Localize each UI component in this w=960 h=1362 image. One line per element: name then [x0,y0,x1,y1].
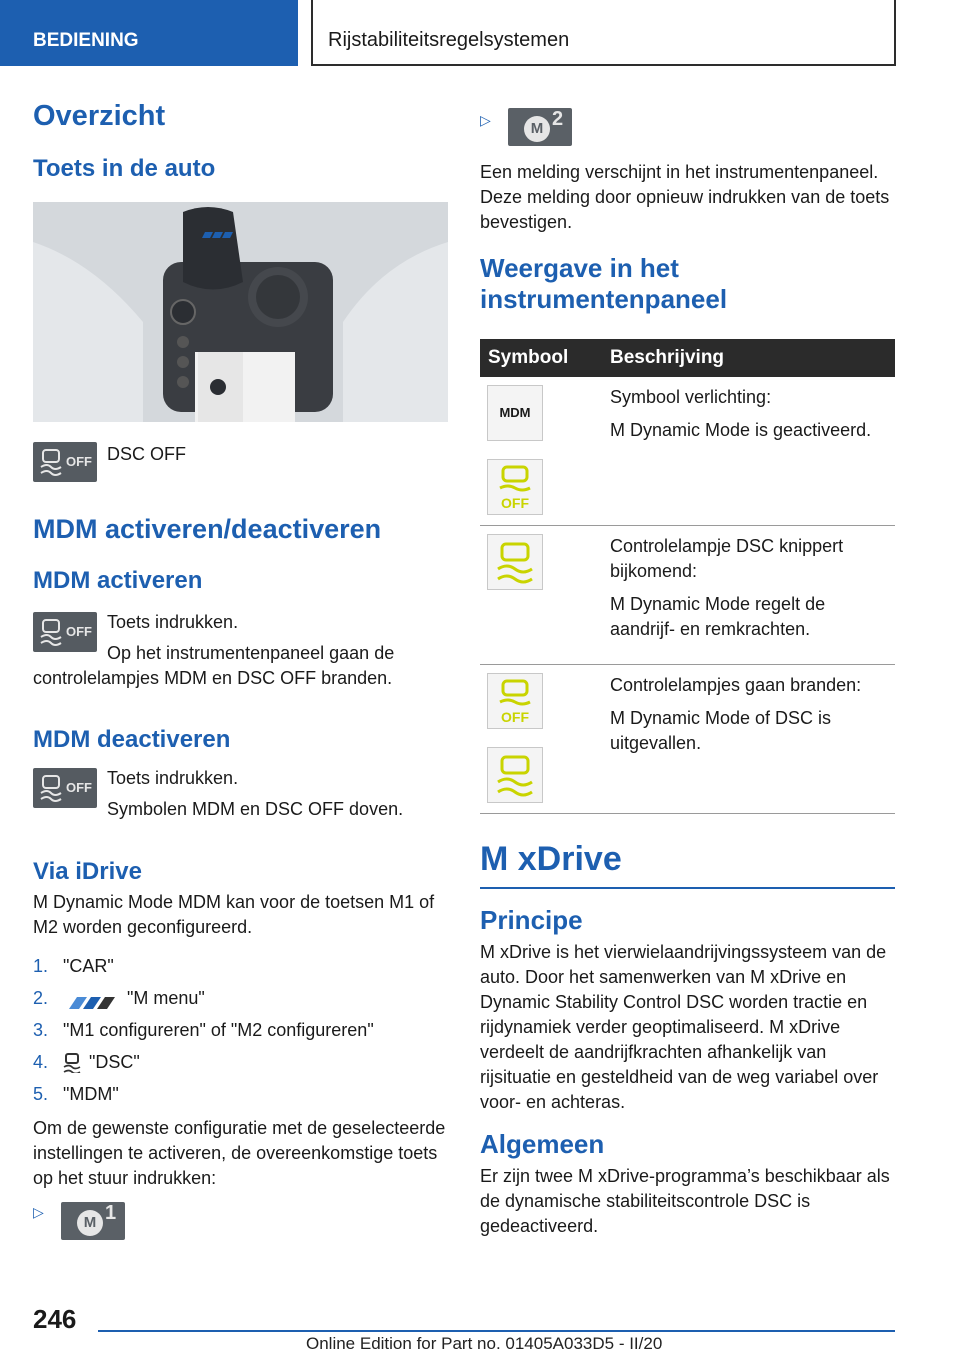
config-text: Om de gewenste configuratie met de geselecteerde instellingen te activeren, de overeenkomstige toets op het stuur indrukken: [33,1118,446,1188]
activate-heading: MDM activeren [33,567,203,594]
dsc-off-warning-icon [487,459,543,515]
list-item: 5. "MDM" [33,1084,119,1104]
key-heading: Toets in de auto [33,155,216,182]
principle-heading: Principe [480,905,583,935]
general-text: Er zijn twee M xDrive-programma’s beschikbaar als de dynamische stabiliteitscontrole DSC is gedeactiveerd. [480,1166,890,1236]
m2-button-icon: M 2 [508,108,572,146]
table-row [480,665,895,814]
activate-block [33,610,448,691]
chapter-title: Rijstabiliteitsregelsystemen [311,0,896,66]
off-badge: OFF [66,454,92,469]
deactivate-line2: Symbolen MDM en DSC OFF doven. [107,799,404,819]
principle-text: M xDrive is het vierwielaandrijvingssysteem van de auto. Door het samenwerken van M xDrive en Dynamic Stability Control DSC worden tractie en rijdynamiek verder geoptimaliseerd. M xDrive verdeelt de aandrijfkrachten afhankelijk van rijsituatie en gesteldheid van de weg variabel over voor- en achteras. [480,942,887,1112]
dsc-off-label: DSC OFF [107,444,186,464]
footer-rule [98,1330,895,1332]
idrive-block [33,858,448,1191]
row1-line1: Symbool verlichting: [610,387,772,407]
mdm-section [33,514,448,595]
off-badge: OFF [66,780,92,795]
mdm-heading: MDM activeren/deactiveren [33,514,382,544]
dsc-off-row [33,442,448,482]
dsc-off-icon [33,768,97,808]
center-console-photo [33,202,448,422]
deactivate-block [33,726,448,822]
row3-line1: Controlelampjes gaan branden: [610,675,862,695]
list-item: 2. "M menu" [33,988,205,1008]
idrive-text: M Dynamic Mode MDM kan voor de toetsen M1 of M2 worden geconfigureerd. [33,892,435,937]
steps-list [33,954,448,1114]
list-item: 1. "CAR" [33,956,114,976]
off-badge: OFF [501,709,529,725]
row3-line2: M Dynamic Mode of DSC is uitgevallen. [610,708,832,753]
col-symbol: Symbool [480,339,602,377]
dsc-car-icon [63,1053,81,1073]
mdm-indicator-icon: MDM [487,385,543,441]
edition-note: Online Edition for Part no. 01405A033D5 - II/20 [306,1334,663,1353]
table-row [480,526,895,665]
left-column [33,100,448,183]
dsc-warning-icon [487,534,543,590]
dsc-off-icon [33,442,97,482]
message-text: Een melding verschijnt in het instrumentenpaneel. Deze melding door opnieuw indrukken van de toets bevestigen. [480,162,890,232]
table-row [480,377,895,526]
overview-heading: Overzicht [33,100,166,132]
off-badge: OFF [501,495,529,511]
display-heading: Weergave in het instrumentenpaneel [480,253,728,314]
idrive-heading: Via iDrive [33,858,142,885]
general-heading: Algemeen [480,1129,605,1159]
right-intro [480,160,895,315]
bullet-marker: ▷ [33,1204,44,1220]
xdrive-heading: M xDrive [480,840,622,878]
page-number: 246 [33,1304,77,1334]
row2-line1: Controlelampje DSC knippert bijkomend: [610,536,844,581]
off-badge: OFF [66,624,92,639]
m-menu-icon [63,992,119,1006]
dsc-warning-icon [487,747,543,803]
page-footer [0,1300,960,1362]
m1-button-icon: M 1 [61,1202,125,1240]
bullet-marker: ▷ [480,112,491,128]
deactivate-heading: MDM deactiveren [33,726,231,753]
dsc-off-icon [33,612,97,652]
xdrive-section [480,840,895,1239]
heading-rule [480,887,895,889]
row1-line2: M Dynamic Mode is geactiveerd. [610,420,872,440]
col-description: Beschrijving [602,339,895,377]
list-item: 3. "M1 configureren" of "M2 configureren" [33,1020,374,1040]
activate-line2: Op het instrumentenpaneel gaan de controlelampjes MDM en DSC OFF branden. [33,643,395,688]
deactivate-line1: Toets indrukken. [107,768,239,788]
dsc-off-warning-icon [487,673,543,729]
symbol-table [480,339,895,814]
list-item: 4. "DSC" [33,1052,140,1072]
row2-line2: M Dynamic Mode regelt de aandrijf- en remkrachten. [610,594,826,639]
page-header [0,0,960,66]
section-title: BEDIENING [0,0,298,66]
activate-line1: Toets indrukken. [107,612,239,632]
